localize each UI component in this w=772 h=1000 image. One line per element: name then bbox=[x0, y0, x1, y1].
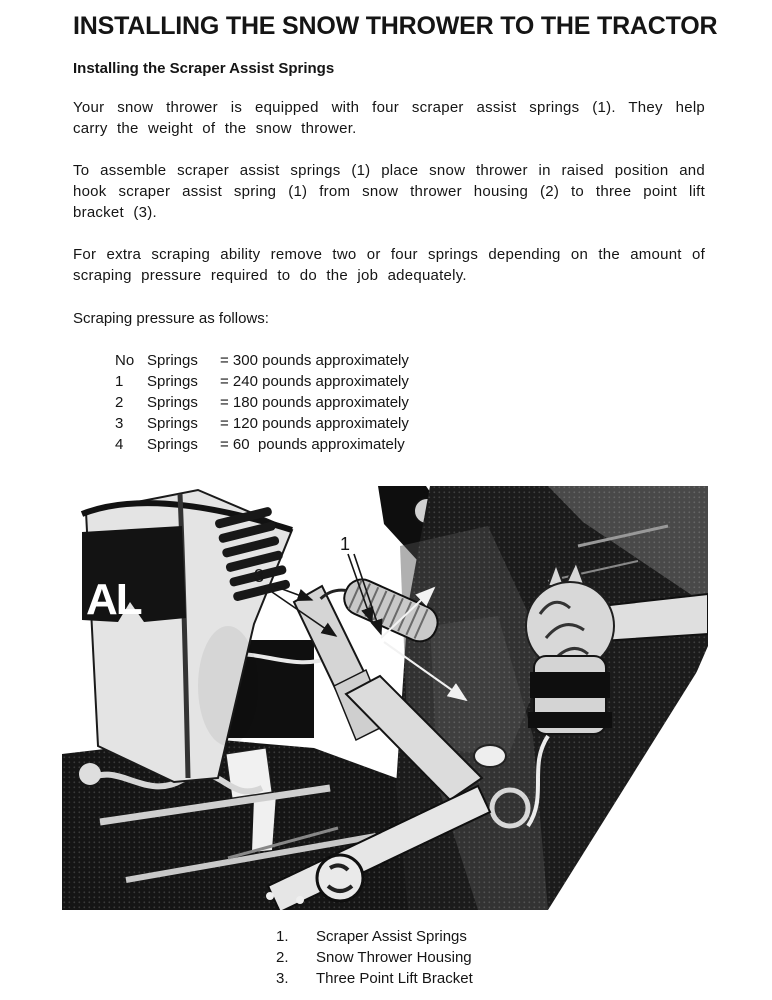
figure-photo bbox=[62, 486, 708, 910]
pressure-value: = 180 pounds approximately bbox=[220, 394, 409, 411]
spring-label: Springs bbox=[147, 373, 198, 390]
pressure-row bbox=[115, 434, 409, 455]
legend-label: Three Point Lift Bracket bbox=[316, 970, 473, 987]
page-title: INSTALLING THE SNOW THROWER TO THE TRACTOR bbox=[73, 12, 718, 40]
callout-1-label: 1 bbox=[340, 534, 351, 554]
pressure-value: = 240 pounds approximately bbox=[220, 373, 409, 390]
paragraph-2: To assemble scraper assist springs (1) place snow thrower in raised position and hook scraper assist spring (1) from snow thrower housing (2) to three point lift bracket (3). bbox=[73, 162, 705, 221]
pressure-row bbox=[115, 392, 409, 413]
pressure-value: = 300 pounds approximately bbox=[220, 352, 409, 369]
pressure-value: = 120 pounds approximately bbox=[220, 415, 409, 432]
legend-number: 2. bbox=[276, 949, 289, 966]
pressure-value: = 60 pounds approximately bbox=[220, 436, 405, 453]
callout-3-label: 3 bbox=[254, 566, 265, 586]
legend-label: Snow Thrower Housing bbox=[316, 949, 472, 966]
tractor-fender bbox=[82, 490, 292, 782]
spring-count: 4 bbox=[115, 436, 124, 453]
legend-item bbox=[276, 968, 473, 989]
paragraph-3: For extra scraping ability remove two or four springs depending on the amount of scraping pressure required to do the job adequately. bbox=[73, 246, 705, 284]
pressure-row bbox=[115, 413, 409, 434]
legend-item bbox=[276, 947, 473, 968]
legend-number: 1. bbox=[276, 928, 289, 945]
pressure-intro: Scraping pressure as follows: bbox=[73, 310, 269, 327]
legend-label: Scraper Assist Springs bbox=[316, 928, 467, 945]
tractor-snow-thrower-photo bbox=[62, 486, 708, 910]
spring-count: 3 bbox=[115, 415, 124, 432]
paragraph-1: Your snow thrower is equipped with four scraper assist springs (1). They help carry the weight of the snow thrower. bbox=[73, 99, 705, 137]
spring-label: Springs bbox=[147, 352, 198, 369]
spring-label: Springs bbox=[147, 394, 198, 411]
spring-count: 1 bbox=[115, 373, 124, 390]
brand-badge-text: AL bbox=[86, 575, 141, 624]
spring-count: No bbox=[115, 352, 135, 369]
pressure-row bbox=[115, 350, 409, 371]
spring-label: Springs bbox=[147, 415, 198, 432]
legend-item bbox=[276, 926, 473, 947]
legend-number: 3. bbox=[276, 970, 289, 987]
spring-count: 2 bbox=[115, 394, 124, 411]
spring-label: Springs bbox=[147, 436, 198, 453]
section-heading: Installing the Scraper Assist Springs bbox=[73, 60, 335, 77]
figure-legend bbox=[276, 926, 473, 989]
pressure-row bbox=[115, 371, 409, 392]
pressure-table bbox=[115, 350, 409, 455]
